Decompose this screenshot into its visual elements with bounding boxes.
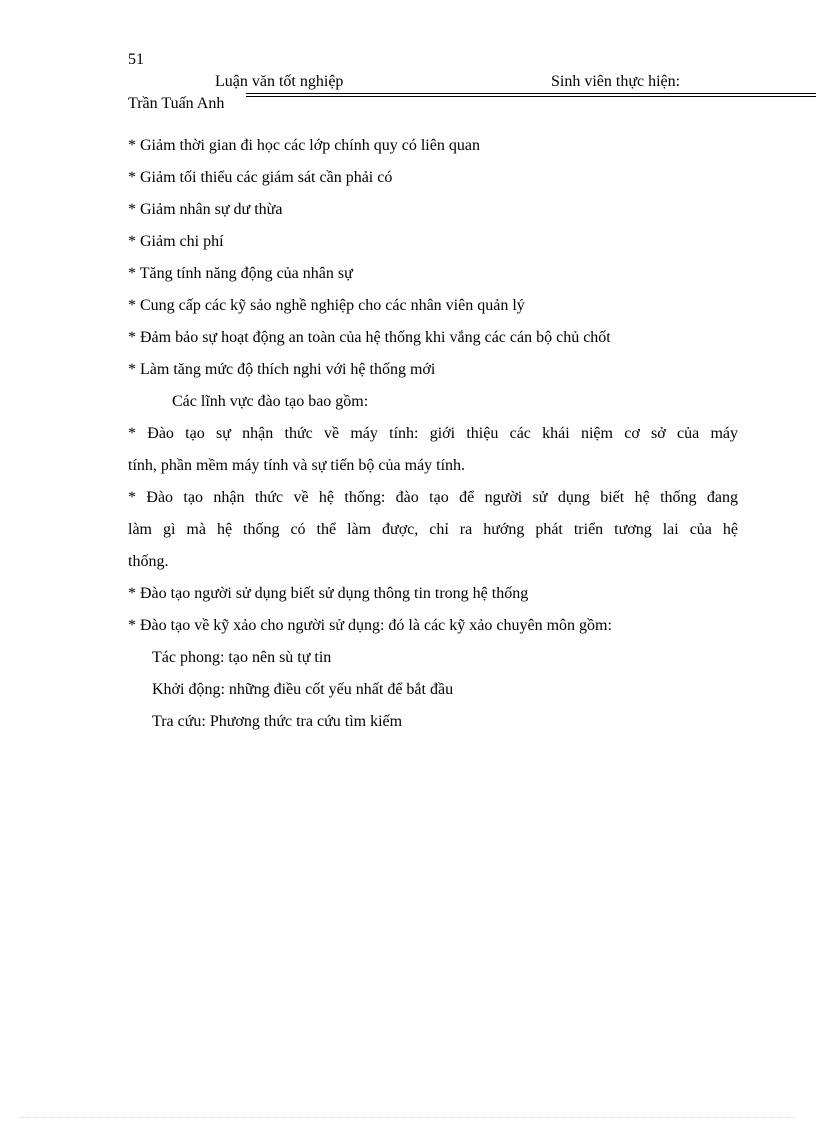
bullet-line: * Giảm thời gian đi học các lớp chính quy có liên quan [128, 137, 480, 154]
paragraph-line: tính, phần mềm máy tính và sự tiến bộ của máy tính. [128, 457, 466, 474]
paragraph-line: * Đào tạo nhận thức về hệ thống: đào tạo để người sử dụng biết hệ thống đang [128, 489, 738, 506]
paragraph-line: làm gì mà hệ thống có thể làm được, chỉ ra hướng phát triển tương lai của hệ [128, 521, 738, 538]
section-intro-line: Các lĩnh vực đào tạo bao gồm: [172, 393, 369, 410]
bullet-line: * Cung cấp các kỹ sảo nghề nghiệp cho các nhân viên quản lý [128, 297, 525, 314]
document-body [128, 132, 738, 740]
bullet-line: * Tăng tính năng động của nhân sự [128, 265, 353, 282]
bullet-line: * Giảm nhân sự dư thừa [128, 201, 283, 218]
header-double-rule [246, 93, 816, 97]
paragraph-line: thống. [128, 553, 169, 570]
bullet-line: * Đảm bảo sự hoạt động an toàn của hệ thống khi vắng các cán bộ chủ chốt [128, 329, 611, 346]
bullet-line: * Đào tạo người sử dụng biết sử dụng thông tin trong hệ thống [128, 585, 529, 602]
bullet-line: * Giảm tối thiểu các giám sát cần phải có [128, 169, 393, 186]
page-bottom-divider [20, 1117, 796, 1118]
header-student-label: Sinh viên thực hiện: [551, 73, 681, 90]
bullet-line: * Giảm chi phí [128, 233, 224, 250]
sub-item-line: Khởi động: những điều cốt yếu nhất để bắt đầu [152, 681, 454, 698]
bullet-line: * Làm tăng mức độ thích nghi với hệ thống mới [128, 361, 436, 378]
header-thesis-title: Luận văn tốt nghiệp [215, 73, 344, 90]
page-number: 51 [128, 51, 144, 68]
paragraph-line: * Đào tạo sự nhận thức về máy tính: giới thiệu các khái niệm cơ sở của máy [128, 425, 738, 442]
bullet-line: * Đào tạo về kỹ xảo cho người sử dụng: đó là các kỹ xảo chuyên môn gồm: [128, 617, 612, 634]
header-author-name: Trần Tuấn Anh [128, 95, 225, 112]
sub-item-line: Tra cứu: Phương thức tra cứu tìm kiếm [152, 713, 403, 730]
sub-item-line: Tác phong: tạo nên sù tự tin [152, 649, 332, 666]
